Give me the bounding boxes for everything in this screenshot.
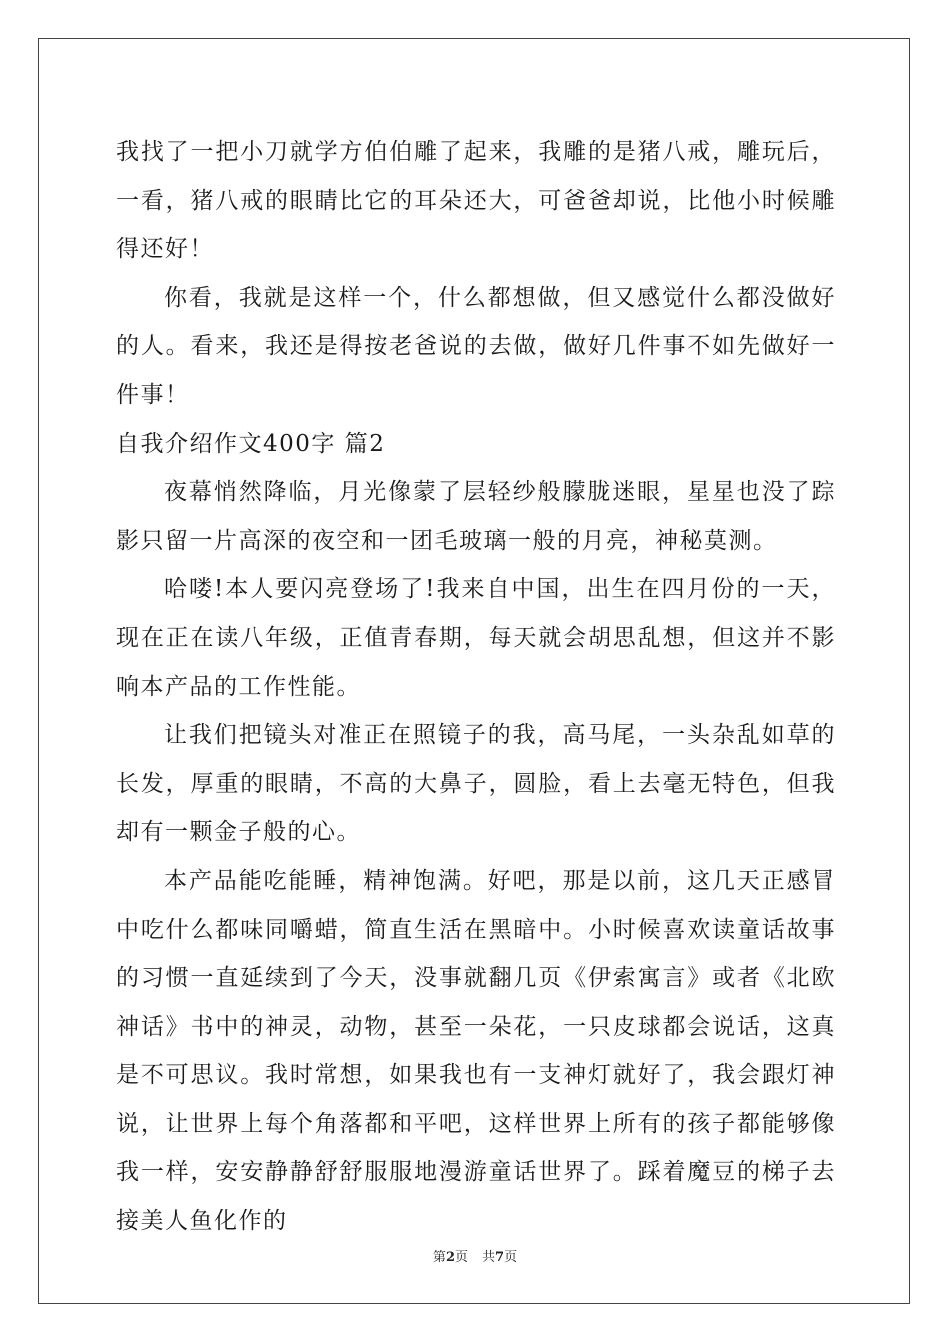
paragraph: 哈喽!本人要闪亮登场了!我来自中国，出生在四月份的一天，现在正在读八年级，正值青春期，每天就会胡思乱想，但这并不影响本产品的工作性能。: [116, 576, 836, 700]
page-prefix: 第: [432, 1250, 446, 1265]
total-pages: 7: [495, 1250, 505, 1265]
paragraph: 你看，我就是这样一个，什么都想做，但又感觉什么都没做好的人。看来，我还是得按老爸说的去做，做好几件事不如先做好一件事！: [116, 284, 836, 408]
total-prefix: 共: [482, 1250, 496, 1265]
page-suffix: 页: [454, 1250, 468, 1265]
paragraph: 夜幕悄然降临，月光像蒙了层轻纱般朦胧迷眼，星星也没了踪影只留一片高深的夜空和一团毛玻璃一般的月亮，神秘莫测。: [116, 479, 836, 554]
page-number: 2: [445, 1250, 455, 1265]
paragraph: 本产品能吃能睡，精神饱满。好吧，那是以前，这几天正感冒中吃什么都味同嚼蜡，简直生活在黑暗中。小时候喜欢读童话故事的习惯一直延续到了今天，没事就翻几页《伊索寓言》或者《北欧神话》书中的神灵，动物，甚至一朵花，一只皮球都会说话，这真是不可思议。我时常想，如果我也有一支神灯就好了，我会跟灯神说，让世界上每个角落都和平吧，这样世界上所有的孩子都能够像我一样，安安静静舒舒服服地漫游童话世界了。踩着魔豆的梯子去接美人鱼化作的: [116, 867, 836, 1235]
paragraph: 我找了一把小刀就学方伯伯雕了起来，我雕的是猪八戒，雕玩后，一看，猪八戒的眼睛比它的耳朵还大，可爸爸却说，比他小时候雕得还好！: [116, 139, 836, 263]
total-suffix: 页: [504, 1250, 518, 1265]
paragraph: 让我们把镜头对准正在照镜子的我，高马尾，一头杂乱如草的长发，厚重的眼睛，不高的大鼻子，圆脸，看上去毫无特色，但我却有一颗金子般的心。: [116, 722, 836, 846]
document-body: [116, 128, 836, 1246]
section-heading: 自我介绍作文400字 篇2: [116, 430, 386, 457]
page-footer: [0, 1246, 950, 1265]
